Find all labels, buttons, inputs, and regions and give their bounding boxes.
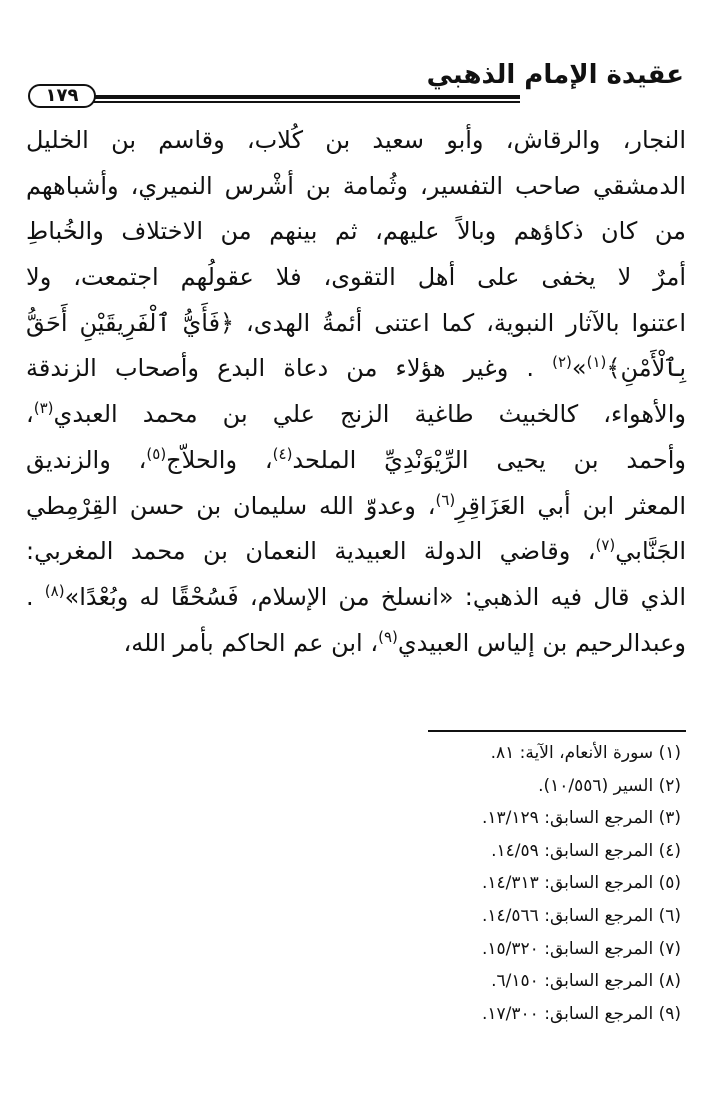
footnote: (٥) المرجع السابق: ١٤/٣١٣.: [482, 873, 681, 894]
footnote: (٦) المرجع السابق: ١٤/٥٦٦.: [482, 905, 681, 926]
body-text: [26, 118, 686, 666]
footnote: (٩) المرجع السابق: ١٧/٣٠٠.: [482, 1003, 681, 1024]
body-line: المعثر ابن أبي العَزَاقِرِ$^{(٦)}$، وعدوّ الله سليمان بن حسن القِرْمِطي: [26, 490, 686, 520]
page-header: [28, 58, 684, 108]
footnote: (٤) المرجع السابق: ١٤/٥٩.: [491, 840, 681, 861]
body-line: الجَنَّابي$^{(٧)}$، وقاضي الدولة العبيدية النعمان بن محمد المغربي:: [26, 536, 686, 566]
body-line: من كان ذكاؤهم وبالاً عليهم، ثم بينهم من الاختلاف والخُباطِ: [26, 217, 686, 246]
footnotes: [281, 737, 681, 1030]
page-number: ١٧٩: [45, 85, 79, 106]
footnote-separator: [428, 730, 686, 732]
body-line: اعتنوا بالآثار النبوية، كما اعتنى أئمةُ الهدى، ﴿فَأَيُّ ٱلْفَرِيقَيْنِ أَحَقُّ: [26, 308, 686, 337]
body-line: النجار، والرقاش، وأبو سعيد بن كُلاب، وقاسم بن الخليل: [26, 126, 686, 154]
running-title: عقيدة الإمام الذهبي: [426, 60, 684, 90]
body-line: الذي قال فيه الذهبي: «انسلخ من الإسلام، فَسُحْقًا له وبُعْدًا»$^{(٨)}$ .: [26, 581, 686, 611]
header-rule: [78, 95, 520, 104]
footnote: (٢) السير (١٠/٥٥٦).: [538, 775, 681, 796]
footnote: (٨) المرجع السابق: ٦/١٥٠.: [491, 971, 681, 992]
body-line: وأحمد بن يحيى الرِّيْوَنْدِيِّ الملحد$^{(٤)}$، والحلاّج$^{(٥)}$، والزنديق: [26, 444, 686, 474]
body-line: بِٱلْأَمْنِ﴾$^{(١)}$»$^{(٢)}$ . وغير هؤلاء من دعاة البدع وأصحاب الزندقة: [26, 353, 686, 383]
body-line: والأهواء، كالخبيث طاغية الزنج علي بن محمد العبدي$^{(٣)}$،: [26, 399, 686, 429]
body-line: وعبدالرحيم بن إلياس العبيدي$^{(٩)}$، ابن عم الحاكم بأمر الله،: [123, 627, 686, 657]
footnote: (٧) المرجع السابق: ١٥/٣٢٠.: [482, 938, 681, 959]
footnote: (٣) المرجع السابق: ١٣/١٢٩.: [482, 808, 681, 829]
footnote: (١) سورة الأنعام، الآية: ٨١.: [490, 743, 681, 763]
page-number-badge: [28, 84, 96, 108]
body-line: أمرٌ لا يخفى على أهل التقوى، فلا عقولُهم اجتمعت، ولا: [26, 263, 686, 292]
body-line: الدمشقي صاحب التفسير، وثُمامة بن أشْرس النميري، وأشباههم: [26, 171, 686, 200]
